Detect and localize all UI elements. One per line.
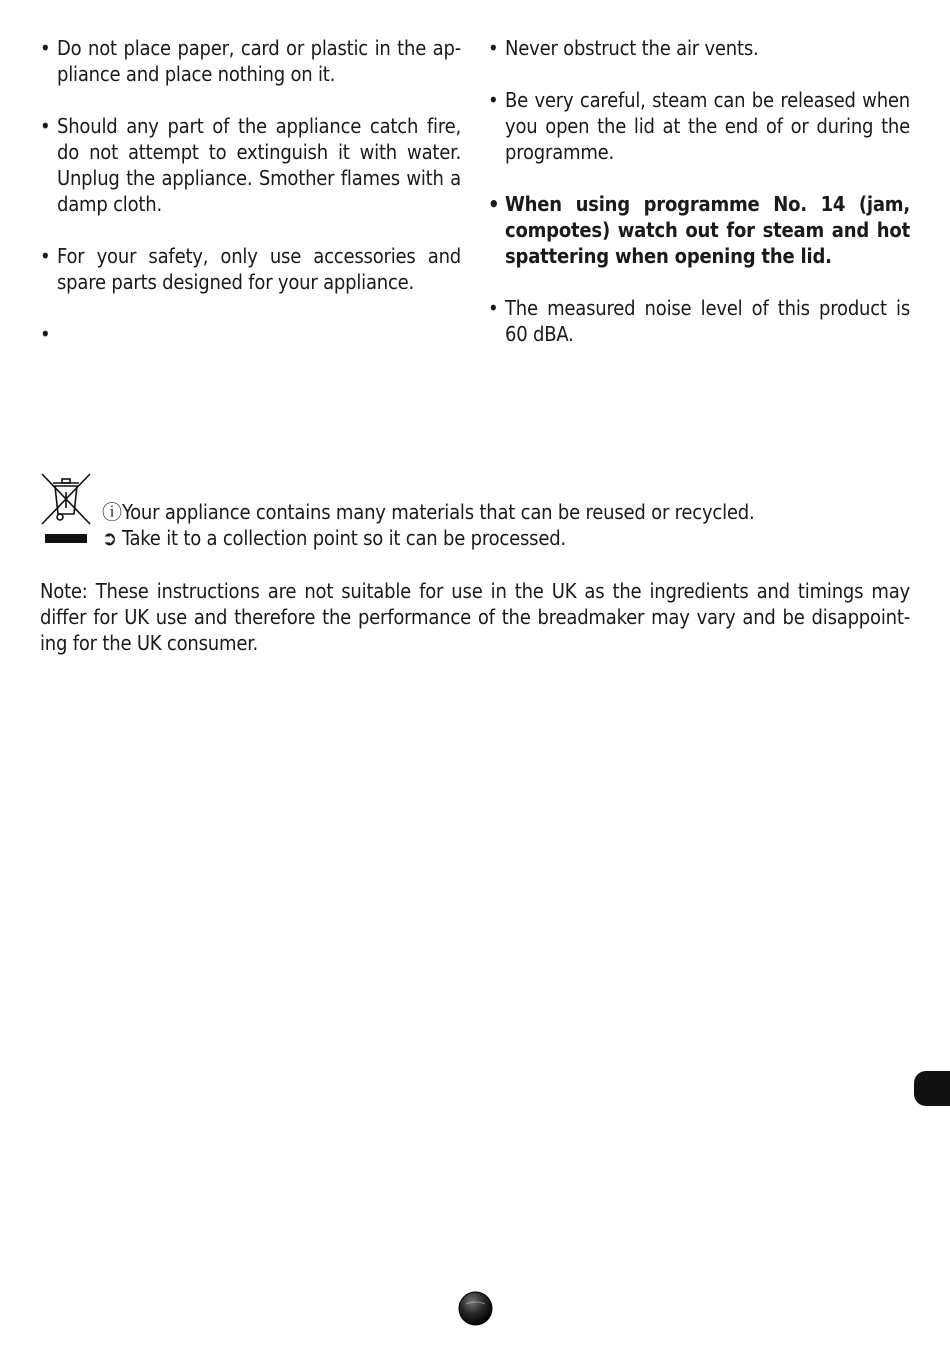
bullet: • [40,36,51,60]
safety-item-jam-warning [488,191,910,269]
right-column [488,35,910,373]
safety-item-fire [40,113,461,217]
left-column [40,35,461,346]
safety-item-steam [488,87,910,165]
bin-underline-bar [45,534,87,543]
bullet: • [488,36,499,60]
item-text: Should any part of the appliance catch fire, do not attempt to extinguish it with water. Unplug the appliance. Smother flames with a damp cloth. [57,114,461,216]
item-text: For your safety, only use accessories and spare parts designed for your appliance. [57,244,461,294]
recycle-line-collection [102,525,566,551]
safety-item-noise [488,295,910,347]
info-icon: ⓘ [102,500,122,524]
safety-item-vents [488,35,910,61]
bullet: • [488,88,499,112]
bullet: • [488,192,500,216]
crossed-out-wheelie-bin-icon [40,472,92,526]
item-text: Do not place paper, card or plastic in the ap-pliance and place nothing on it. [57,36,461,86]
item-text: Be very careful, steam can be released when you open the lid at the end of or during the programme. [505,88,910,164]
safety-item-paper [40,35,461,87]
bullet: • [40,244,51,268]
arrow-right-icon: ➲ [102,526,117,550]
recycle-text: Your appliance contains many materials that can be reused or recycled. [122,500,755,524]
recycling-notice [40,472,920,552]
uk-note: Note: These instructions are not suitable for use in the UK as the ingredients and timings may differ for UK use and therefore the performance of the breadmaker may vary and be disappoint-ing for the UK consumer. [40,579,910,655]
bullet: • [40,114,51,138]
safety-item-accessories [40,243,461,295]
recycle-text: Take it to a collection point so it can be processed. [122,526,566,550]
item-text: The measured noise level of this product is 60 dBA. [505,296,910,346]
recycle-line-reuse [102,499,755,525]
bullet: • [40,322,51,346]
bullet: • [488,296,499,320]
section-tab-marker [914,1071,950,1106]
item-text: Never obstruct the air vents. [505,36,759,60]
item-text: When using programme No. 14 (jam, compotes) watch out for steam and hot spattering when opening the lid. [505,192,910,268]
page-badge-icon [458,1291,493,1326]
